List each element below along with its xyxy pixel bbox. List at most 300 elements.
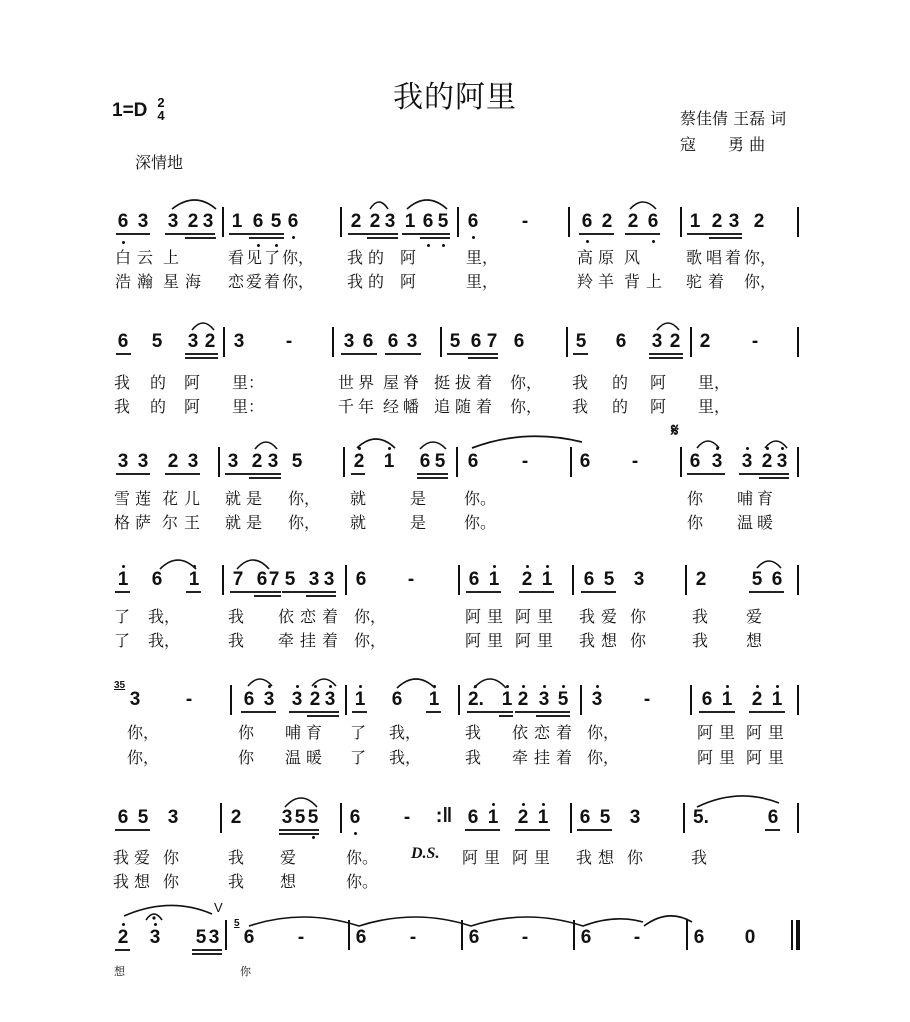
barline: [797, 327, 799, 357]
grace-note: 5: [234, 918, 240, 929]
note: 1: [721, 689, 733, 710]
beam-underline: [573, 353, 588, 355]
beam-underline: [230, 591, 281, 593]
lyric: 阿: [400, 272, 417, 291]
lyric: 爱: [246, 272, 263, 291]
note: 6: [362, 331, 374, 352]
slur: [628, 197, 658, 211]
note: 3: [728, 211, 740, 232]
note: 6: [355, 927, 367, 948]
note: 2: [711, 211, 723, 232]
lyric: 你，: [744, 272, 777, 291]
octave-dot: [296, 685, 299, 688]
lyric: 阿: [515, 631, 532, 650]
note: 3: [591, 689, 603, 710]
lyric: 千: [338, 397, 355, 416]
lyric: 羚: [577, 272, 594, 291]
lyric: 你。: [346, 848, 379, 867]
note: 5: [449, 331, 461, 352]
lyric: 雪: [114, 489, 131, 508]
lyric: 我: [114, 373, 131, 392]
lyric: 风: [624, 248, 641, 267]
slur: [253, 437, 279, 451]
barline: [580, 685, 582, 715]
lyric: 我: [228, 848, 245, 867]
beam-underline: [467, 711, 513, 713]
barline: [683, 803, 685, 833]
lyric: 了: [264, 248, 281, 267]
beam-underline: [625, 233, 660, 235]
lyric: 育: [306, 723, 323, 742]
lyric: 阿: [400, 248, 417, 267]
lyric: 我，: [148, 607, 181, 626]
note: 1: [117, 569, 129, 590]
lyric: 着: [322, 607, 339, 626]
lyric: 星: [163, 272, 180, 291]
dash: -: [521, 211, 529, 232]
lyric: 里，: [698, 397, 731, 416]
lyric: 恋: [534, 723, 551, 742]
lyric: 我: [692, 631, 709, 650]
tempo-marking: 深情地: [135, 153, 184, 172]
beam-underline: [115, 829, 150, 831]
beam-underline: [499, 715, 513, 717]
note: 6: [117, 807, 129, 828]
barline: [220, 803, 222, 833]
octave-dot: [122, 565, 125, 568]
dash: -: [521, 451, 529, 472]
beam-underline: [289, 711, 339, 713]
octave-dot: [493, 565, 496, 568]
octave-dot: [427, 244, 430, 247]
note: 2: [627, 211, 639, 232]
note: 2: [517, 689, 529, 710]
lyric: 我: [572, 373, 589, 392]
slur: [122, 902, 216, 918]
note: 5: [575, 331, 587, 352]
beam-underline: [306, 595, 336, 597]
lyric: 里: [534, 848, 551, 867]
note: 5: [291, 451, 303, 472]
note: 3: [323, 569, 335, 590]
dash: -: [751, 331, 759, 352]
beam-underline: [515, 829, 550, 831]
beam-underline: [385, 353, 421, 355]
lyric: 的: [612, 397, 629, 416]
lyric: 着: [476, 397, 493, 416]
beam-underline: [699, 711, 735, 713]
lyric: 阿: [465, 607, 482, 626]
beam-underline: [341, 353, 377, 355]
time-signature: [155, 96, 167, 122]
note: 3: [308, 569, 320, 590]
lyric: 儿: [184, 489, 201, 508]
lyric: 着: [556, 748, 573, 767]
lyric: 尔: [162, 513, 179, 532]
slur: [405, 195, 449, 211]
note: 1: [501, 689, 513, 710]
lyric: 你: [163, 848, 180, 867]
lyric: 脊: [403, 373, 420, 392]
lyric: 就: [225, 489, 242, 508]
octave-dot: [292, 236, 295, 239]
note: 6: [693, 927, 705, 948]
lyric: 我: [228, 872, 245, 891]
slur-path: [248, 679, 272, 686]
note: 6: [467, 211, 479, 232]
note: 6: [355, 569, 367, 590]
barline: [797, 803, 799, 833]
lyric: 我: [692, 607, 709, 626]
slur: [235, 555, 271, 571]
note: 5: [557, 689, 569, 710]
beam-underline: [116, 233, 150, 235]
note: 6: [151, 569, 163, 590]
lyric: 年: [358, 397, 375, 416]
beam-underline: [225, 473, 281, 475]
beam-underline: [115, 591, 130, 593]
lyric: 你。: [464, 513, 497, 532]
lyric: 的: [612, 373, 629, 392]
note: 6: [467, 451, 479, 472]
note: 2: [187, 211, 199, 232]
lyric: 你: [238, 748, 255, 767]
lyric: 随: [455, 397, 472, 416]
lyric: 着: [556, 723, 573, 742]
note: 6: [252, 211, 264, 232]
note: 6: [117, 211, 129, 232]
beam-underline: [279, 833, 319, 835]
octave-dot: [652, 240, 655, 243]
lyric: 阿: [184, 397, 201, 416]
slur: [640, 914, 700, 934]
note: 3: [291, 689, 303, 710]
slur-path: [657, 323, 679, 330]
slur-path: [630, 202, 656, 209]
slur: [655, 318, 681, 332]
lyric: 看: [228, 248, 245, 267]
beam-underline: [536, 715, 570, 717]
note: 6: [470, 331, 482, 352]
lyric: 阿: [515, 607, 532, 626]
lyric: 我: [579, 607, 596, 626]
octave-dot: [726, 685, 729, 688]
octave-dot: [522, 685, 525, 688]
lyric: 你，: [587, 748, 620, 767]
note: 2: [167, 451, 179, 472]
beam-underline: [185, 357, 218, 359]
note: 6: [387, 331, 399, 352]
dash: -: [631, 451, 639, 472]
octave-dot: [542, 803, 545, 806]
slur-path: [765, 441, 787, 448]
note: 1: [231, 211, 243, 232]
dash: -: [297, 927, 305, 948]
note: 1: [537, 807, 549, 828]
note: 3: [233, 331, 245, 352]
lyric: 你: [630, 631, 647, 650]
beam-underline: [515, 711, 570, 713]
note: 6: [256, 569, 268, 590]
note: 7: [268, 569, 280, 590]
lyric: 依: [278, 607, 295, 626]
lyric: 我: [113, 872, 130, 891]
slur: [368, 197, 390, 211]
slur-path: [474, 679, 506, 688]
slur-path: [407, 200, 447, 209]
octave-dot: [596, 685, 599, 688]
note: 1: [404, 211, 416, 232]
note: 2: [753, 211, 765, 232]
note: 6: [349, 807, 361, 828]
lyric: 你: [687, 489, 704, 508]
beam-underline: [417, 477, 448, 479]
lyric: 挂: [534, 748, 551, 767]
note: 3: [711, 451, 723, 472]
slur-path: [285, 798, 317, 807]
barline: [797, 207, 799, 237]
lyric: 想: [746, 631, 763, 650]
note: 3: [633, 569, 645, 590]
barline: [456, 447, 458, 477]
note: 3: [202, 211, 214, 232]
lyric: 海: [185, 272, 202, 291]
barline: [690, 685, 692, 715]
note: 6: [419, 451, 431, 472]
lyric: 着: [264, 272, 281, 291]
note: 3: [167, 211, 179, 232]
note: 3: [137, 211, 149, 232]
lyric: 阿: [746, 723, 763, 742]
octave-dot: [526, 565, 529, 568]
slur: [158, 555, 198, 571]
lyric: 恋: [300, 607, 317, 626]
note: 2: [699, 331, 711, 352]
lyric: 界: [358, 373, 375, 392]
note: 5: [437, 211, 449, 232]
lyric: 挺: [434, 373, 451, 392]
note: 2: [517, 807, 529, 828]
note: 7: [232, 569, 244, 590]
lyric: 上: [163, 248, 180, 267]
lyric: 爱: [134, 848, 151, 867]
dal-segno-marking: D.S.: [411, 845, 440, 862]
slur-path: [255, 442, 277, 449]
lyric: 阿: [512, 848, 529, 867]
note: 2.: [468, 689, 484, 710]
note: 6: [767, 807, 779, 828]
octave-dot: [472, 236, 475, 239]
note: 1: [541, 569, 553, 590]
octave-dot: [522, 803, 525, 806]
note: 3: [281, 807, 293, 828]
note: 2: [601, 211, 613, 232]
octave-dot: [359, 685, 362, 688]
lyric: 里: [484, 848, 501, 867]
dash: -: [633, 927, 641, 948]
key-signature: 1=D: [112, 100, 148, 121]
note: 6: [579, 451, 591, 472]
lyric: 你: [163, 872, 180, 891]
barline: [797, 565, 799, 595]
lyric: 高: [577, 248, 594, 267]
lyric: 阿: [184, 373, 201, 392]
beam-underline: [352, 711, 367, 713]
beam-underline: [577, 829, 612, 831]
lyric: 背: [624, 272, 641, 291]
lyric: 就: [350, 513, 367, 532]
slur-path: [397, 679, 435, 688]
barline: [680, 207, 682, 237]
lyric: 育: [757, 489, 774, 508]
beam-underline: [185, 237, 216, 239]
note: 6: [581, 211, 593, 232]
lyric: 挂: [300, 631, 317, 650]
lyric: 拔: [455, 373, 472, 392]
note: 3: [741, 451, 753, 472]
dash: -: [521, 927, 529, 948]
lyric: 驼: [686, 272, 703, 291]
barline: [218, 447, 220, 477]
note: 5: [284, 569, 296, 590]
note: 2: [309, 689, 321, 710]
note: 5: [151, 331, 163, 352]
slur-path: [472, 436, 582, 448]
note: 3: [406, 331, 418, 352]
note: 5: [603, 569, 615, 590]
note: 3: [267, 451, 279, 472]
lyric: 阿: [650, 397, 667, 416]
note: 2: [669, 331, 681, 352]
octave-dot: [154, 923, 157, 926]
note: 3: [167, 807, 179, 828]
note: 3: [149, 927, 161, 948]
lyric: 我: [691, 848, 708, 867]
grace-note: 35: [114, 680, 126, 691]
note: 2: [117, 927, 129, 948]
lyric: 我: [113, 848, 130, 867]
beam-underline: [279, 829, 319, 831]
lyric: 你，: [288, 513, 321, 532]
beam-underline: [249, 237, 284, 239]
dash: -: [409, 927, 417, 948]
barline: [345, 565, 347, 595]
note: 3: [137, 451, 149, 472]
lyric: 你: [687, 513, 704, 532]
lyric: 是: [246, 489, 263, 508]
lyric: 上: [646, 272, 663, 291]
lyric: 里：: [232, 397, 265, 416]
slur-path: [370, 202, 388, 209]
lyric: 我: [228, 607, 245, 626]
lyric: 你，: [587, 723, 620, 742]
lyric: 的: [150, 373, 167, 392]
lyric: 白: [115, 248, 132, 267]
lyric: 着: [322, 631, 339, 650]
lyric: 我: [114, 397, 131, 416]
beam-underline: [115, 949, 130, 951]
octave-dot: [442, 244, 445, 247]
lyric: 里，: [466, 248, 499, 267]
note: 2: [350, 211, 362, 232]
lyric: 萨: [135, 513, 152, 532]
lyric: 花: [162, 489, 179, 508]
slur: [470, 434, 586, 450]
octave-dot: [776, 685, 779, 688]
note: 6: [243, 927, 255, 948]
lyric: 你，: [127, 723, 160, 742]
beam-underline: [367, 237, 398, 239]
slur-path: [160, 560, 196, 569]
lyric: 的: [368, 248, 385, 267]
composer-credit: 寇 勇 曲: [680, 135, 766, 154]
slur-path: [172, 200, 216, 209]
note: 3: [384, 211, 396, 232]
lyric: 见: [246, 248, 263, 267]
slur: [355, 434, 397, 450]
lyric: 莲: [135, 489, 152, 508]
beam-underline: [649, 353, 683, 355]
beam-underline: [765, 829, 780, 831]
note: 2: [251, 451, 263, 472]
beam-underline: [254, 595, 281, 597]
slur: [763, 436, 789, 450]
lyric: 里: [537, 631, 554, 650]
octave-dot: [492, 803, 495, 806]
note: 5: [751, 569, 763, 590]
slur: [695, 436, 721, 450]
note: 6: [771, 569, 783, 590]
lyric: 我: [572, 397, 589, 416]
note: 3: [324, 689, 336, 710]
lyric: 幡: [403, 397, 420, 416]
lyric: 格: [114, 513, 131, 532]
lyric: 里: [768, 723, 785, 742]
barline: [572, 565, 574, 595]
barline: [457, 207, 459, 237]
note: 6: [422, 211, 434, 232]
lyric: 你，: [282, 272, 315, 291]
lyric: 暖: [757, 513, 774, 532]
lyric: 想: [114, 965, 125, 978]
lyric: 了: [350, 723, 367, 742]
lyric: 云: [137, 248, 154, 267]
note: 2: [204, 331, 216, 352]
beam-underline: [116, 473, 150, 475]
note: 6: [579, 807, 591, 828]
slur: [395, 674, 437, 690]
lyric: 依: [512, 723, 529, 742]
lyric: 了: [114, 607, 131, 626]
segno-icon: 𝄋: [671, 420, 679, 440]
barline: [791, 920, 793, 950]
beam-underline: [739, 473, 789, 475]
lyric: 我: [579, 631, 596, 650]
barline: [690, 327, 692, 357]
lyric: 我: [347, 272, 364, 291]
dash: -: [185, 689, 193, 710]
note: 6: [467, 807, 479, 828]
beam-underline: [192, 949, 222, 951]
beam-underline: [307, 715, 339, 717]
slur-path: [420, 442, 446, 449]
lyric: 爱: [601, 607, 618, 626]
lyric: 你: [627, 848, 644, 867]
note: 6: [391, 689, 403, 710]
lyric: 想: [601, 631, 618, 650]
beam-underline: [116, 353, 131, 355]
note: 3: [227, 451, 239, 472]
